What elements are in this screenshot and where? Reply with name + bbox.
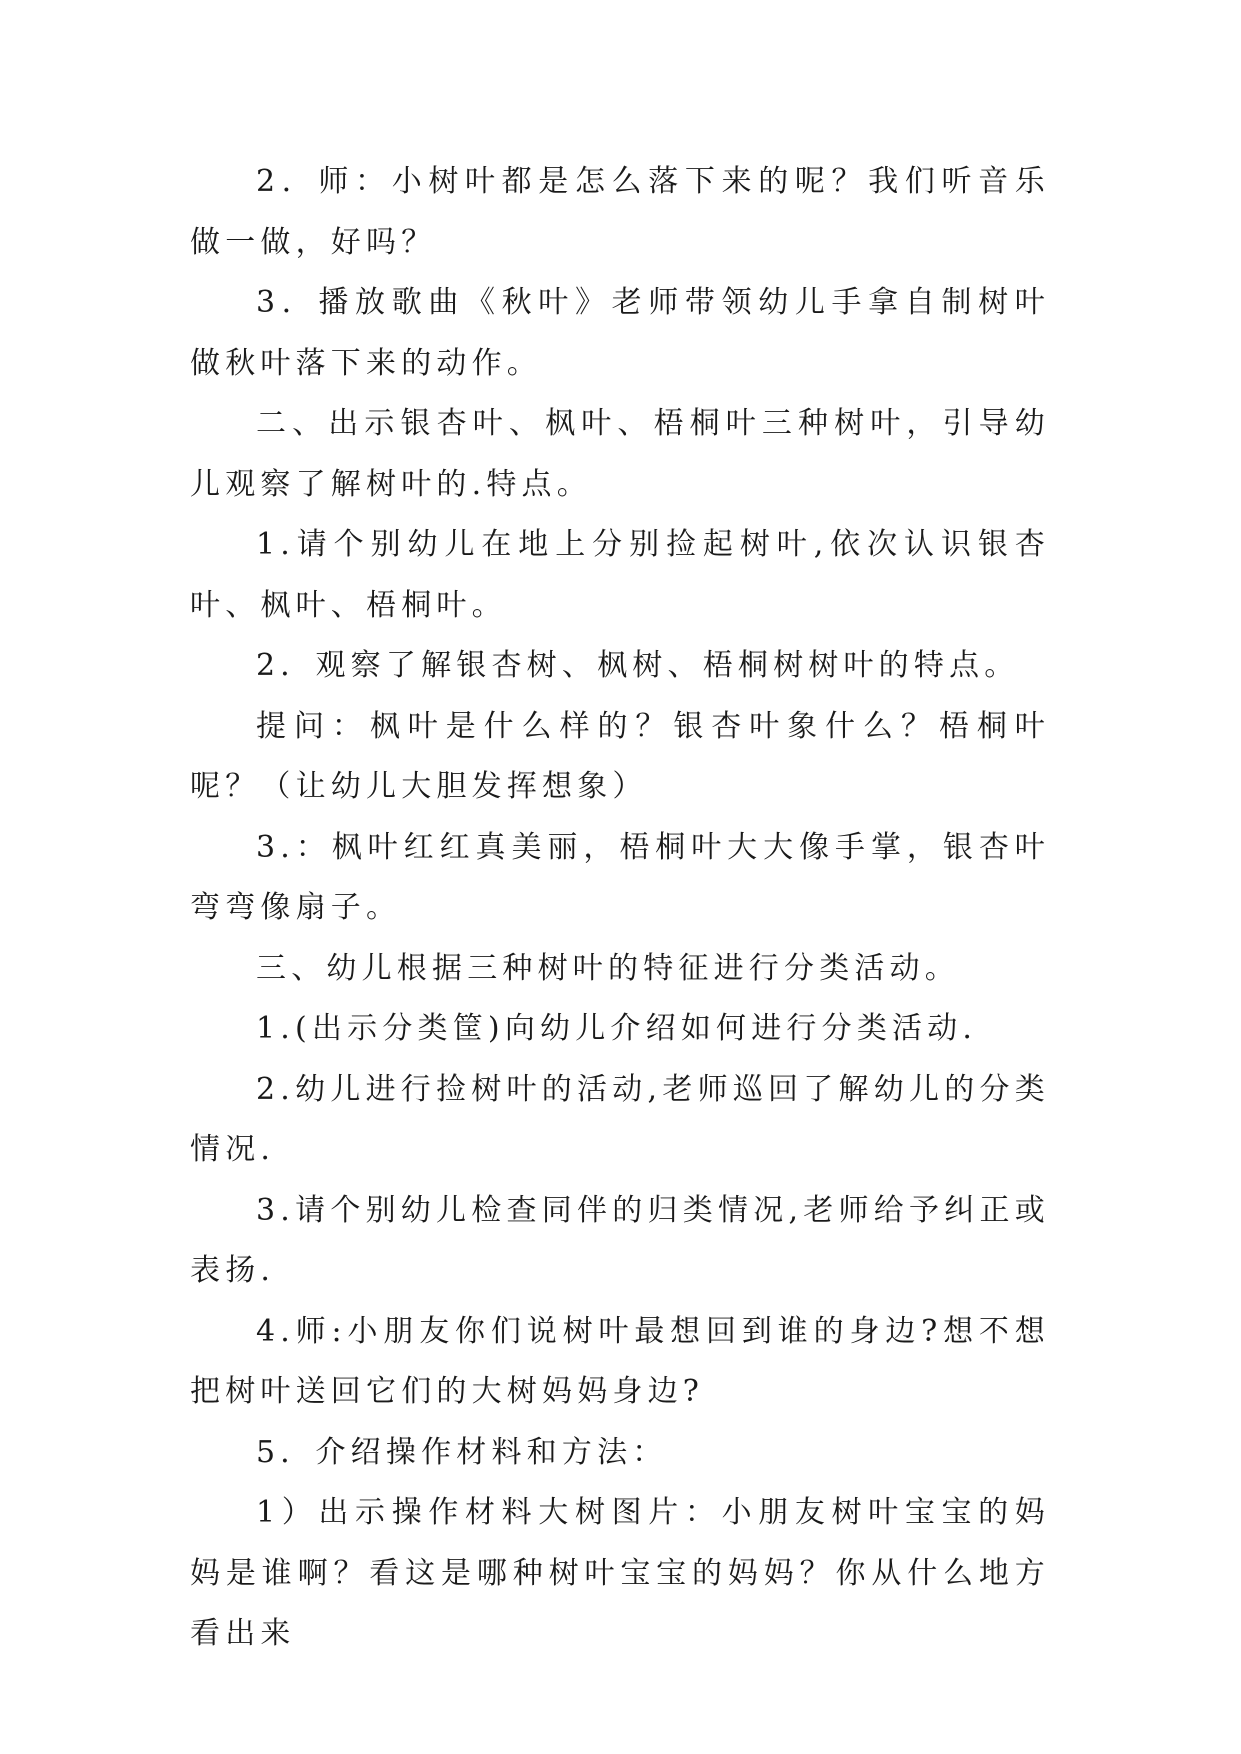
paragraph-9: 1.(出示分类筐)向幼儿介绍如何进行分类活动. — [256, 1011, 978, 1046]
paragraph-1: 2．师：小树叶都是怎么落下来的呢？我们听音乐做一做，好吗？ — [190, 164, 1050, 260]
paragraph-7: 3.：枫叶红红真美丽，梧桐叶大大像手掌，银杏叶弯弯像扇子。 — [190, 829, 1050, 925]
paragraph-12: 4.师:小朋友你们说树叶最想回到谁的身边?想不想把树叶送回它们的大树妈妈身边? — [190, 1313, 1050, 1409]
paragraph-8: 三、幼儿根据三种树叶的特征进行分类活动。 — [256, 950, 960, 986]
paragraph-5: 2．观察了解银杏树、枫树、梧桐树树叶的特点。 — [256, 648, 1020, 683]
paragraph-13: 5．介绍操作材料和方法： — [256, 1434, 668, 1470]
document-body — [190, 152, 1050, 1665]
paragraph-4: 1.请个别幼儿在地上分别捡起树叶,依次认识银杏叶、枫叶、梧桐叶。 — [190, 527, 1050, 623]
paragraph-2: 3．播放歌曲《秋叶》老师带领幼儿手拿自制树叶做秋叶落下来的动作。 — [190, 285, 1050, 381]
paragraph-11: 3.请个别幼儿检查同伴的归类情况,老师给予纠正或表扬. — [190, 1192, 1050, 1288]
paragraph-3: 二、出示银杏叶、枫叶、梧桐叶三种树叶，引导幼儿观察了解树叶的.特点。 — [190, 406, 1050, 502]
paragraph-6: 提问：枫叶是什么样的？银杏叶象什么？梧桐叶呢？（让幼儿大胆发挥想象） — [190, 708, 1050, 804]
paragraph-10: 2.幼儿进行捡树叶的活动,老师巡回了解幼儿的分类情况. — [190, 1071, 1050, 1167]
paragraph-14: 1）出示操作材料大树图片：小朋友树叶宝宝的妈妈是谁啊？看这是哪种树叶宝宝的妈妈？你从什么地方看出来 — [190, 1495, 1050, 1651]
